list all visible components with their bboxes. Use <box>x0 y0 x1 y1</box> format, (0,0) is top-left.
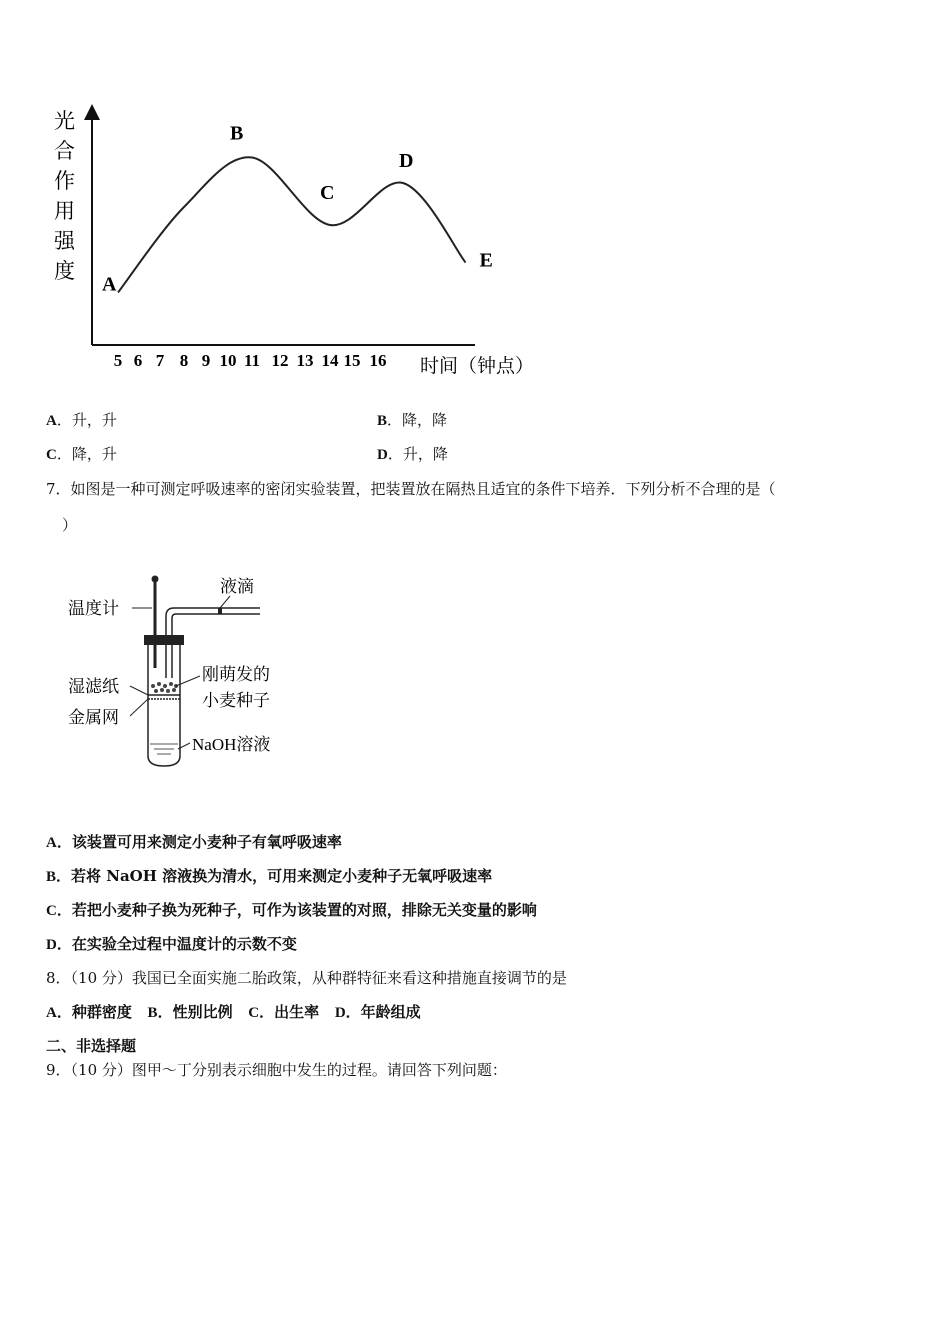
test-tube <box>148 645 180 766</box>
point-label-b: B <box>230 122 244 145</box>
series-line <box>118 157 466 292</box>
y-axis-label-text: 光合作用强度 <box>54 109 75 283</box>
q8-option-b[interactable]: B．性别比例 <box>147 1003 233 1021</box>
section-title: 二、非选择题 <box>46 1037 137 1055</box>
point-label-e: E <box>479 249 493 272</box>
q8-stem: 8．（10 分）我国已全面实施二胎政策，从种群特征来看这种措施直接调节的是 <box>46 969 567 987</box>
q7-option-c[interactable]: C．若把小麦种子换为死种子，可作为该装置的对照，排除无关变量的影响 <box>46 901 537 919</box>
x-tick-label: 6 <box>133 351 143 370</box>
q9-stem: 9．（10 分）图甲～丁分别表示细胞中发生的过程。请回答下列问题： <box>46 1061 507 1079</box>
label-filter-paper: 湿滤纸 <box>68 677 119 696</box>
q8-option-d[interactable]: D．年龄组成 <box>334 1003 421 1021</box>
x-tick-label: 5 <box>113 351 123 370</box>
photosynthesis-chart <box>0 95 600 395</box>
label-metal-mesh: 金属网 <box>68 708 119 727</box>
q7-option-b[interactable]: B．若将 NaOH 溶液换为清水，可用来测定小麦种子无氧呼吸速率 <box>46 867 493 885</box>
point-label-c: C <box>320 182 335 204</box>
point-label-a: A <box>102 273 117 296</box>
x-tick-label: 13 <box>296 351 314 370</box>
q8-option-a[interactable]: A．种群密度 <box>46 1003 132 1021</box>
x-tick-label: 16 <box>369 351 387 370</box>
thermometer-bulb <box>152 576 159 583</box>
y-axis-label <box>54 109 76 283</box>
respiration-apparatus-diagram <box>60 568 300 778</box>
point-label-d: D <box>399 150 414 172</box>
q7-option-a[interactable]: A．该装置可用来测定小麦种子有氧呼吸速率 <box>46 833 342 851</box>
x-tick-label: 8 <box>179 351 189 370</box>
q6-option-b[interactable]: B．降，降 <box>377 411 448 429</box>
label-seeds-line1: 刚萌发的 <box>202 665 270 684</box>
q7-stem-close: ） <box>62 516 78 534</box>
q8-option-c[interactable]: C．出生率 <box>248 1003 320 1021</box>
label-droplet: 液滴 <box>220 577 254 596</box>
wheat-seeds <box>151 682 178 693</box>
x-tick-label: 15 <box>343 351 361 370</box>
q6-option-a[interactable]: A．升，升 <box>46 411 117 429</box>
x-tick-label: 14 <box>321 351 339 370</box>
q6-option-c[interactable]: C．降，升 <box>46 445 117 463</box>
x-tick-label: 10 <box>219 351 237 370</box>
label-seeds-line2: 小麦种子 <box>202 691 270 710</box>
label-naoh: NaOH溶液 <box>192 735 271 754</box>
label-thermometer: 温度计 <box>68 599 119 618</box>
x-tick-label: 11 <box>243 351 261 370</box>
x-tick-label: 12 <box>271 351 289 370</box>
q7-stem: 7．如图是一种可测定呼吸速率的密闭实验装置，把装置放在隔热且适宜的条件下培养．下列分析不合理的是（ <box>46 480 776 498</box>
x-axis-label: 时间（钟点） <box>420 356 535 377</box>
q7-option-d[interactable]: D．在实验全过程中温度计的示数不变 <box>46 935 297 953</box>
q6-option-d[interactable]: D．升，降 <box>377 445 448 463</box>
x-tick-label: 7 <box>155 351 165 370</box>
x-tick-label: 9 <box>201 351 211 370</box>
q8-options <box>46 1002 421 1023</box>
stopper <box>144 635 184 645</box>
